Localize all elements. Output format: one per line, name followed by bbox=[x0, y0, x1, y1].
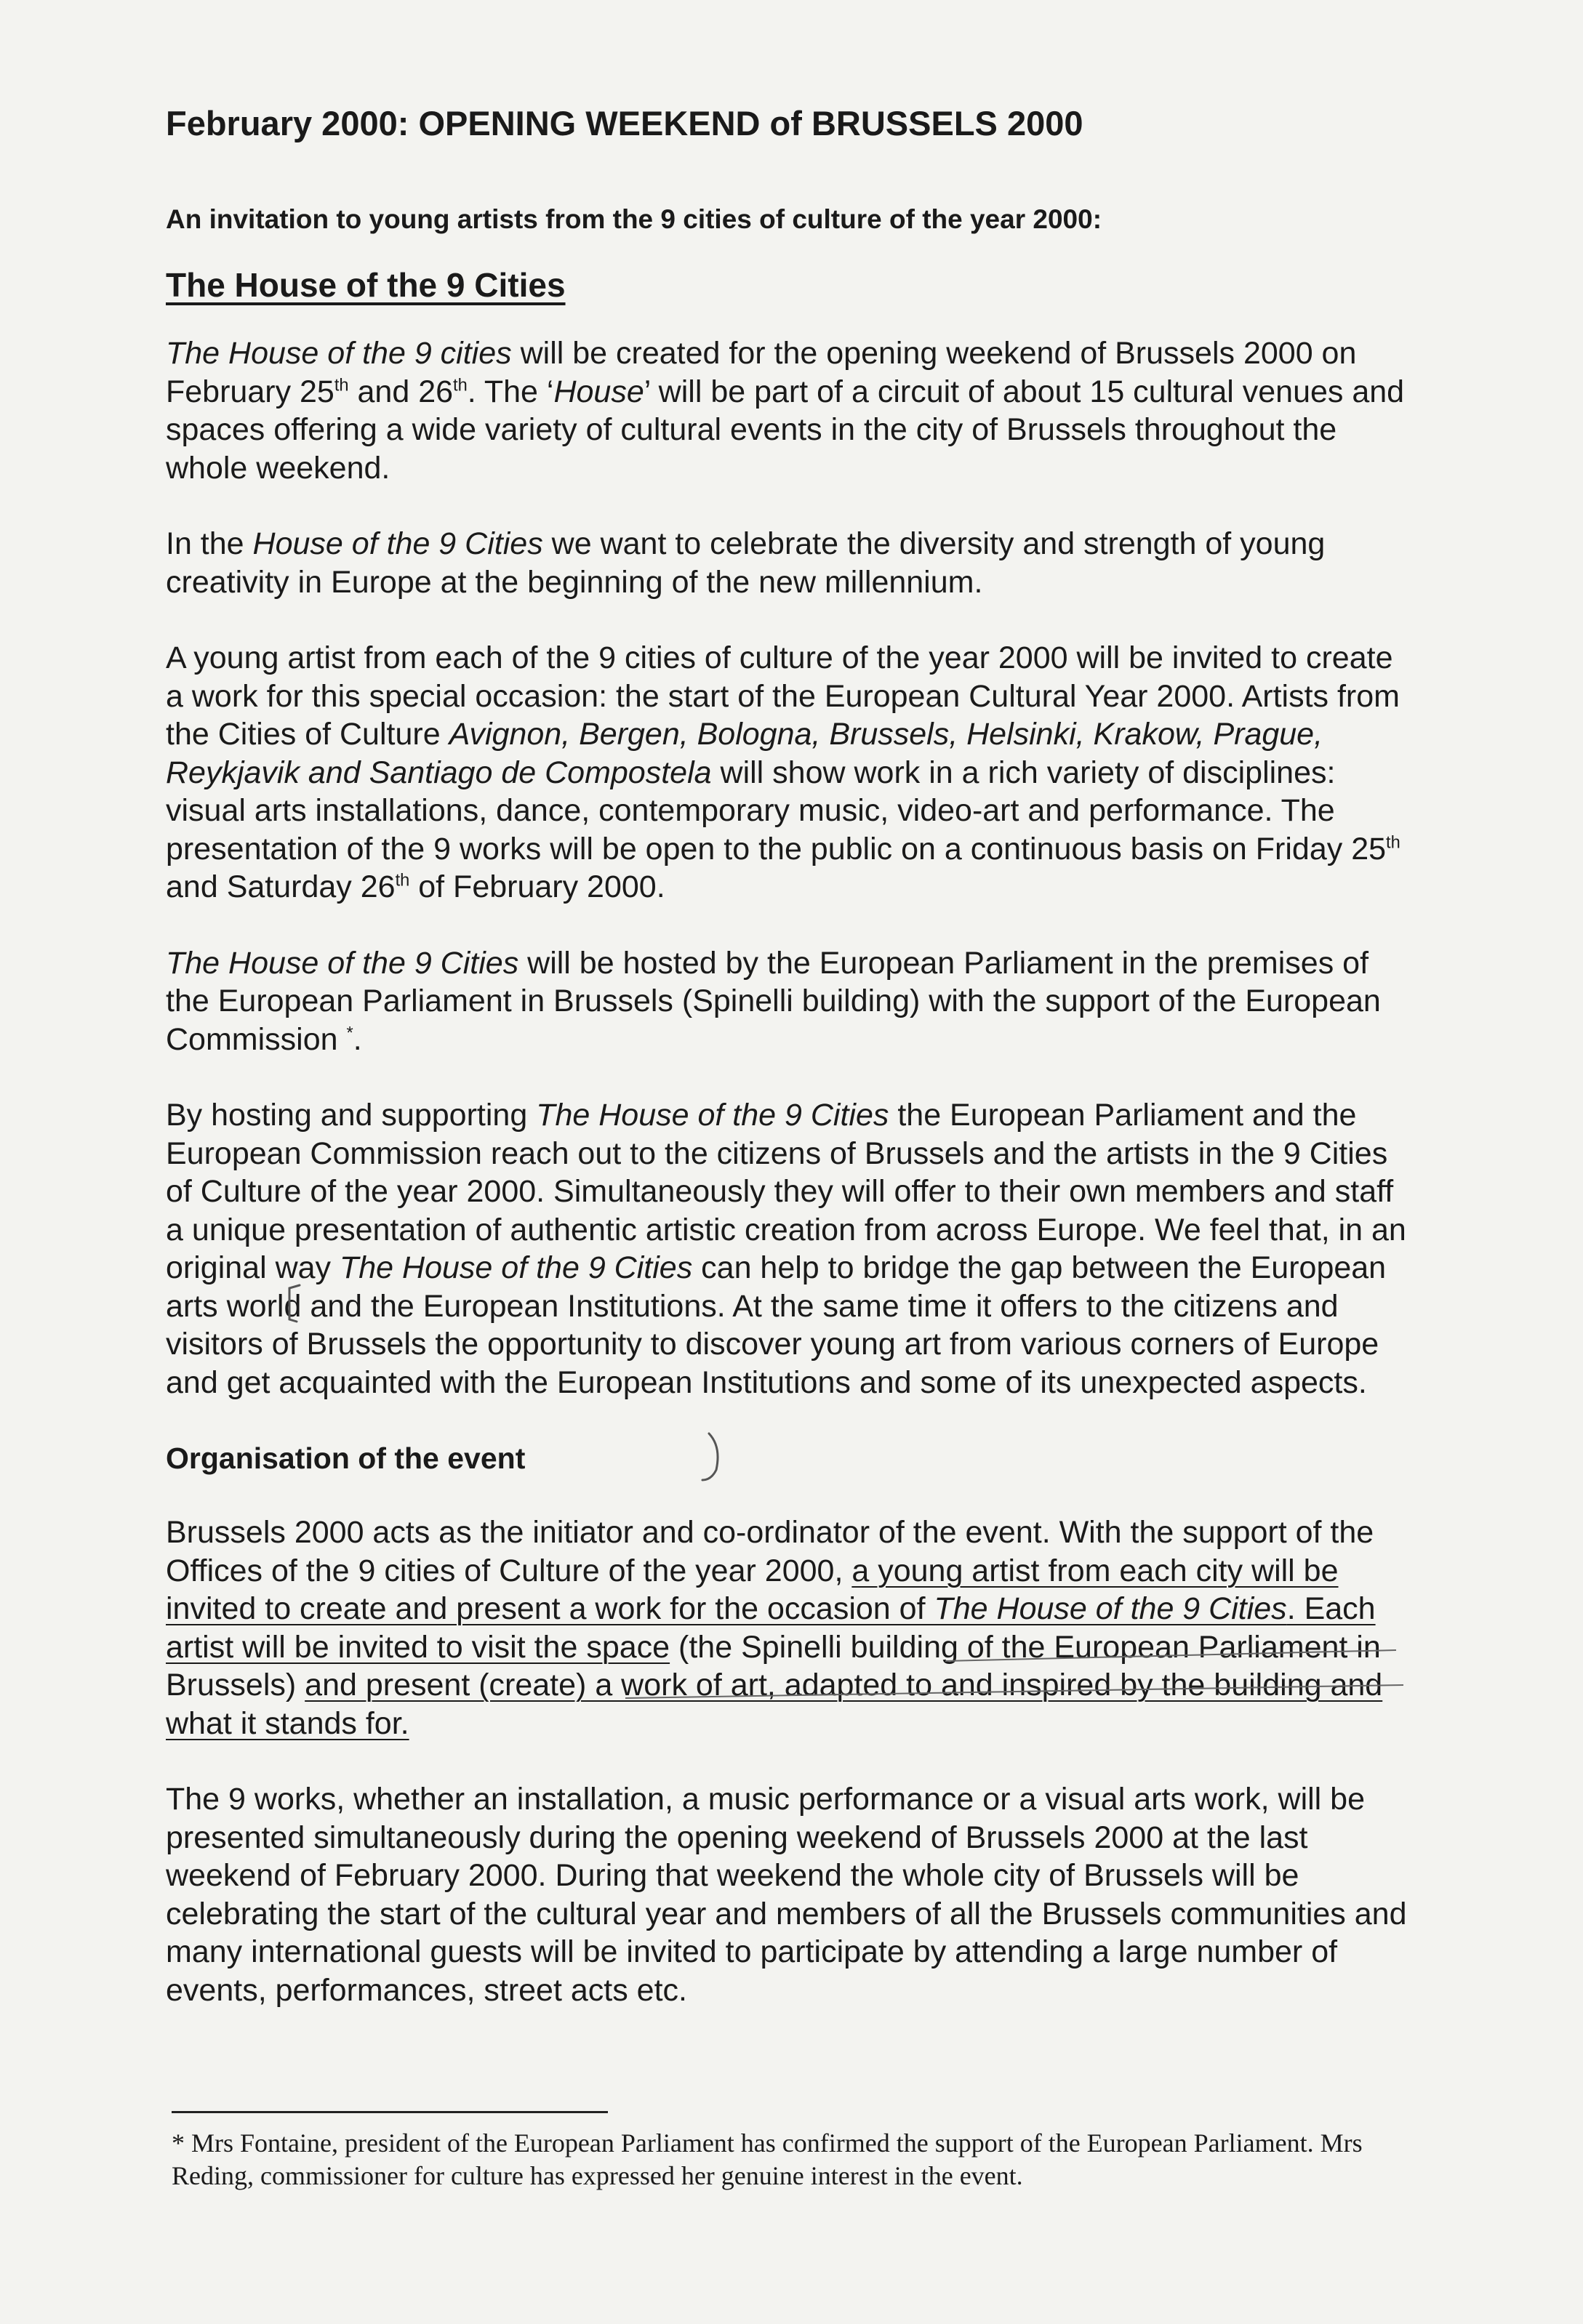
body-text: will be created for the opening weekend of Brussels 2000 on February 25 bbox=[166, 336, 1357, 409]
body-text: . The ‘ bbox=[467, 374, 554, 409]
paragraph-organisation bbox=[166, 1513, 1416, 1742]
body-text: . bbox=[353, 1021, 362, 1057]
superscript: th bbox=[334, 376, 349, 395]
underlined-text: and present (create) a work of art, adapted to and inspired by the building and what it stands for. bbox=[166, 1668, 1383, 1741]
body-text: ’ will be part of a circuit of about 15 cultural venues and spaces offering a wide variety of cultural events in the city of Brussels throughout the whole weekend. bbox=[166, 374, 1405, 486]
footnote bbox=[172, 2127, 1437, 2192]
paragraph-celebrate bbox=[166, 525, 1416, 601]
paragraph-hosting bbox=[166, 944, 1416, 1059]
body-text: Brussels 2000 acts as the initiator and co-ordinator of the event. With the support of the Offices of the 9 cities of Culture of the year 2000, bbox=[166, 1515, 1374, 1588]
italic-text: The House of the 9 Cities bbox=[340, 1250, 693, 1285]
body-text: we want to celebrate the diversity and strength of young creativity in Europe at the beginning of the new millennium. bbox=[166, 526, 1326, 600]
italic-text: House bbox=[553, 374, 644, 409]
body-text: will be hosted by the European Parliament in the premises of the European Parliament in Brussels (Spinelli building) with the support of the European Commission bbox=[166, 945, 1381, 1057]
superscript: th bbox=[1386, 833, 1400, 853]
body-text: and Saturday 26 bbox=[166, 869, 396, 904]
underlined-text: a young artist from each city will be invited to create and present a work for the occasion of bbox=[166, 1553, 1339, 1626]
body-text: In the bbox=[166, 526, 253, 561]
paragraph-intro bbox=[166, 334, 1416, 487]
footnote-marker: * bbox=[346, 1024, 353, 1043]
footnote-marker: * bbox=[172, 2128, 185, 2158]
body-text: By hosting and supporting bbox=[166, 1098, 537, 1133]
body-text: and 26 bbox=[348, 374, 454, 409]
paragraph-artists bbox=[166, 639, 1416, 906]
body-text: will show work in a rich variety of disciplines: visual arts installations, dance, contemporary music, video-art and performance. The presentation of the 9 works will be open to the public on a continuous basis on Friday 25 bbox=[166, 755, 1387, 867]
document-title: February 2000: OPENING WEEKEND of BRUSSELS 2000 bbox=[166, 104, 1083, 142]
superscript: th bbox=[453, 376, 468, 395]
invitation-line: An invitation to young artists from the 9 cities of culture of the year 2000: bbox=[166, 204, 1102, 234]
underlined-text: . Each artist will be invited to visit the space bbox=[166, 1591, 1376, 1665]
body-text: the European Parliament and the European Commission reach out to the citizens of Brussels and the artists in the 9 Cities of Culture of the year 2000. Simultaneously they will offer to their own members and staff a unique presentation of authentic artistic creation from across Europe. We feel that, in an original way bbox=[166, 1098, 1406, 1285]
organisation-heading: Organisation of the event bbox=[166, 1442, 526, 1475]
paragraph-works: The 9 works, whether an installation, a music performance or a visual arts work, will be presented simultaneously during the opening weekend of Brussels 2000 at the last weekend of February 2000. During that weekend the whole city of Brussels will be celebrating the start of the cultural year and members of all the Brussels communities and many international guests will be invited to participate by attending a large number of events, performances, street acts etc. bbox=[166, 1782, 1407, 2008]
document-body bbox=[166, 102, 1416, 2009]
italic-text: The House of the 9 cities bbox=[166, 336, 512, 371]
footnote-divider bbox=[172, 2111, 608, 2113]
italic-text: The House of the 9 Cities bbox=[536, 1098, 889, 1133]
paragraph-outreach bbox=[166, 1096, 1416, 1402]
section-heading: The House of the 9 Cities bbox=[166, 266, 566, 304]
body-text: (the Spinelli building of the European Parliament in Brussels) bbox=[166, 1629, 1381, 1702]
body-text: A young artist from each of the 9 cities of culture of the year 2000 will be invited to create a work for this special occasion: the start of the European Cultural Year 2000. Artists from the Cities of Culture bbox=[166, 640, 1400, 752]
superscript: th bbox=[395, 871, 410, 890]
body-text: of February 2000. bbox=[409, 869, 665, 904]
footnote-text: Mrs Fontaine, president of the European Parliament has confirmed the support of the European Parliament. Mrs Reding, commissioner for culture has expressed her genuine interest in the event. bbox=[172, 2128, 1363, 2190]
italic-text: Avignon, Bergen, Bologna, Brussels, Helsinki, Krakow, Prague, Reykjavik and Santiago de Compostela bbox=[166, 717, 1323, 790]
body-text: can help to bridge the gap between the European arts world and the European Institutions. At the same time it offers to the citizens and visitors of Brussels the opportunity to discover young art from various corners of Europe and get acquainted with the European Institutions and some of its unexpected aspects. bbox=[166, 1250, 1387, 1400]
italic-text: House of the 9 Cities bbox=[252, 526, 543, 561]
italic-underlined-text: The House of the 9 Cities bbox=[934, 1591, 1287, 1626]
italic-text: The House of the 9 Cities bbox=[166, 945, 519, 981]
